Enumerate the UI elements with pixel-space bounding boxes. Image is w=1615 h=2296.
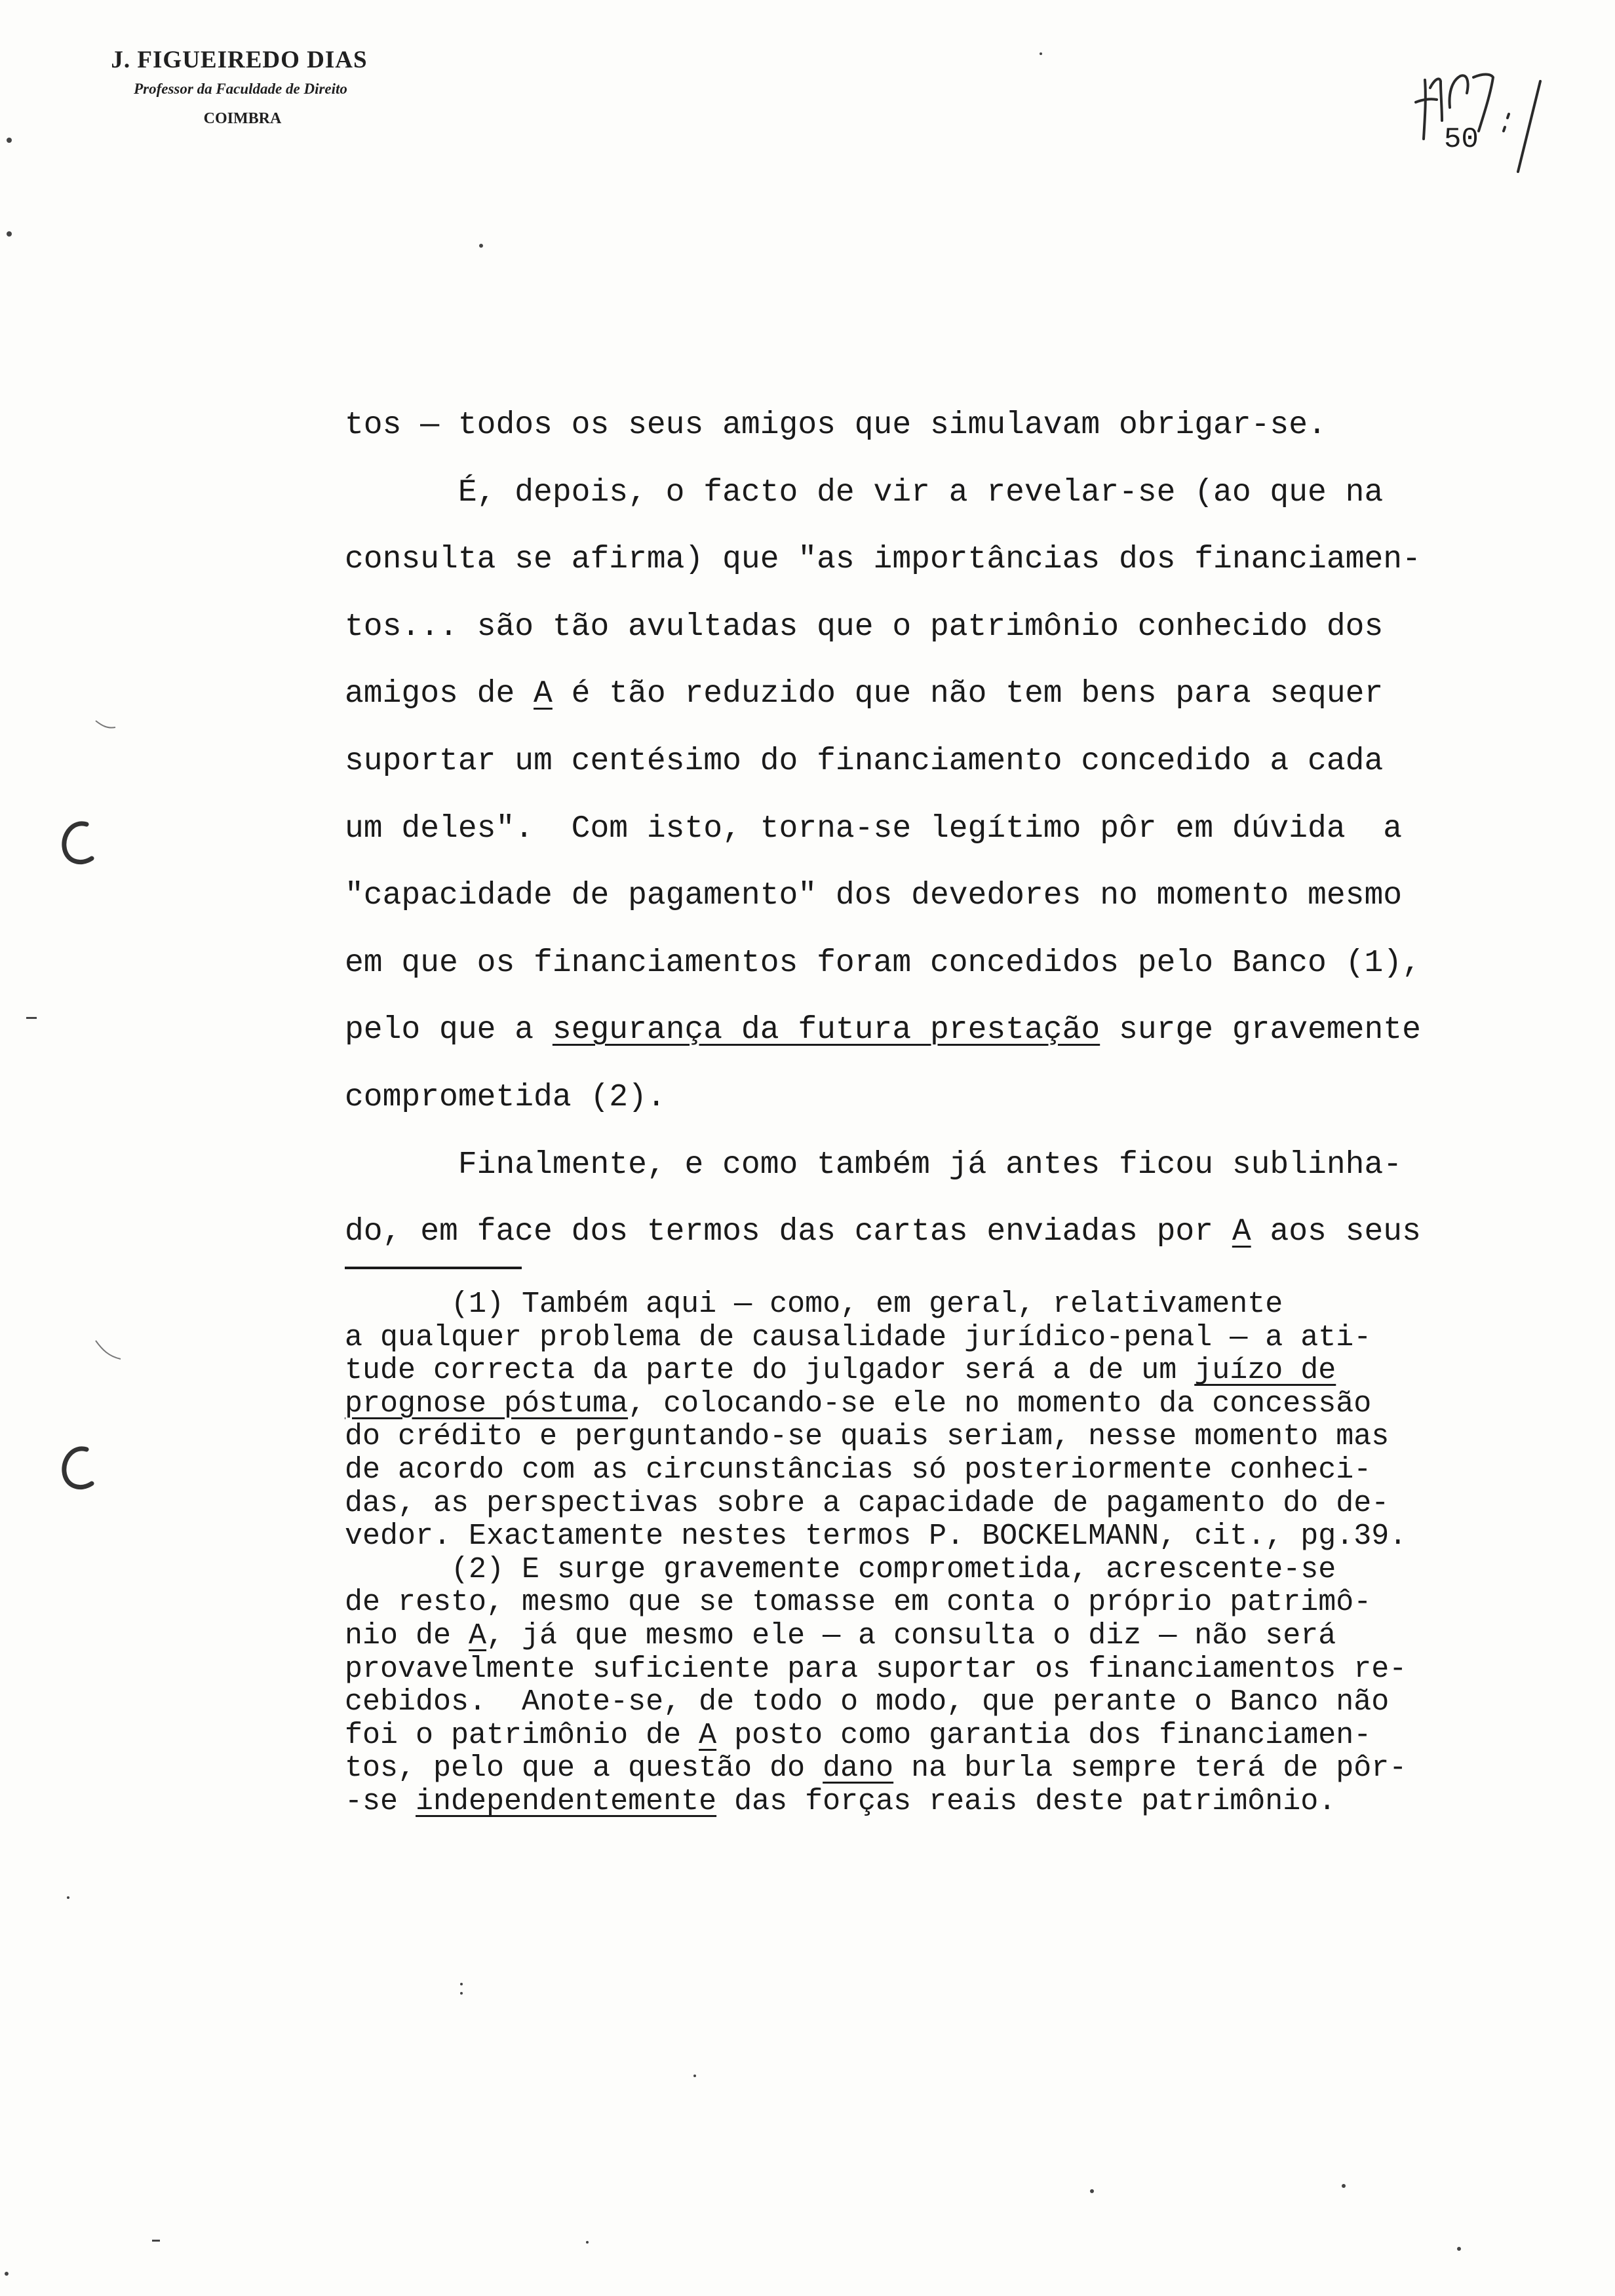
body-line bbox=[345, 392, 1498, 459]
body-line bbox=[345, 660, 1498, 728]
footnote-line bbox=[345, 1487, 1525, 1521]
underlined-text: A bbox=[699, 1718, 717, 1752]
text-segment: provavelmente suficiente para suportar os financiamentos re- bbox=[345, 1652, 1407, 1686]
underlined-text: A bbox=[469, 1618, 487, 1653]
footnote-line bbox=[345, 1686, 1525, 1719]
underlined-text: A bbox=[1232, 1214, 1251, 1250]
text-segment: das forças reais deste patrimônio. bbox=[716, 1784, 1336, 1818]
author-name: J. FIGUEIREDO DIAS bbox=[111, 47, 368, 73]
footnote-line bbox=[345, 1786, 1525, 1819]
footnote-line bbox=[345, 1421, 1525, 1454]
text-segment: surge gravemente bbox=[1100, 1012, 1421, 1048]
text-segment: em que os financiamentos foram concedidos pelo Banco (1), bbox=[345, 945, 1421, 981]
body-line bbox=[345, 728, 1498, 795]
text-segment: tude correcta da parte do julgador será a de um bbox=[345, 1354, 1195, 1388]
text-segment: cebidos. Anote-se, de todo o modo, que perante o Banco não bbox=[345, 1685, 1390, 1719]
text-segment: , já que mesmo ele — a consulta o diz — não será bbox=[486, 1618, 1336, 1653]
text-segment: tos — todos os seus amigos que simulavam obrigar-se. bbox=[345, 408, 1327, 443]
footnotes bbox=[345, 1288, 1525, 1819]
main-text bbox=[345, 392, 1498, 1266]
text-segment: amigos de bbox=[345, 676, 534, 712]
text-segment: (2) E surge gravemente comprometida, acrescente-se bbox=[345, 1552, 1336, 1586]
text-segment: de acordo com as circunstâncias só posteriormente conheci- bbox=[345, 1453, 1372, 1487]
text-segment: foi o patrimônio de bbox=[345, 1718, 699, 1752]
underlined-text: juízo de bbox=[1194, 1354, 1336, 1388]
text-segment: do, em face dos termos das cartas enviadas por bbox=[345, 1214, 1232, 1250]
text-segment: aos seus bbox=[1251, 1214, 1421, 1250]
footnote-line bbox=[345, 1454, 1525, 1487]
footnote-line bbox=[345, 1288, 1525, 1322]
underlined-text: dano bbox=[823, 1751, 894, 1786]
body-line bbox=[345, 1064, 1498, 1132]
footnote-line bbox=[345, 1322, 1525, 1355]
body-line bbox=[345, 1198, 1498, 1266]
underlined-text: A bbox=[534, 676, 553, 712]
punch-hole-mark-upper bbox=[64, 824, 92, 862]
footnote-line bbox=[345, 1620, 1525, 1653]
text-segment: , colocando-se ele no momento da concessão bbox=[628, 1387, 1372, 1421]
handwritten-folio-mark bbox=[1411, 62, 1561, 173]
text-segment: de resto, mesmo que se tomasse em conta o próprio patrimô- bbox=[345, 1586, 1372, 1620]
body-line bbox=[345, 594, 1498, 661]
text-segment: posto como garantia dos financiamen- bbox=[716, 1718, 1372, 1752]
body-line bbox=[345, 526, 1498, 594]
author-title: Professor da Faculdade de Direito bbox=[134, 81, 347, 97]
footnote-line bbox=[345, 1719, 1525, 1753]
footnote-line bbox=[345, 1388, 1525, 1421]
punch-hole-mark-lower bbox=[64, 1449, 92, 1487]
author-city: COIMBRA bbox=[203, 110, 282, 127]
underlined-text: independentemente bbox=[416, 1784, 717, 1818]
letterhead bbox=[98, 45, 406, 135]
body-line bbox=[345, 795, 1498, 863]
text-segment: É, depois, o facto de vir a revelar-se (ao que na bbox=[345, 474, 1384, 510]
footnote-rule bbox=[345, 1267, 522, 1269]
footnote-line bbox=[345, 1586, 1525, 1620]
text-segment: a qualquer problema de causalidade jurídico-penal — a ati- bbox=[345, 1320, 1372, 1354]
text-segment: Finalmente, e como também já antes ficou sublinha- bbox=[345, 1147, 1403, 1183]
text-segment: consulta se afirma) que "as importâncias dos financiamen- bbox=[345, 542, 1421, 578]
footnote-line bbox=[345, 1653, 1525, 1687]
text-segment: (1) Também aqui — como, em geral, relativamente bbox=[345, 1288, 1283, 1321]
page-number: 50 bbox=[1444, 123, 1479, 156]
body-line bbox=[345, 930, 1498, 997]
body-line bbox=[345, 997, 1498, 1064]
text-segment: comprometida (2). bbox=[345, 1079, 666, 1115]
body-line bbox=[345, 459, 1498, 527]
footnote-line bbox=[345, 1752, 1525, 1786]
text-segment: vedor. Exactamente nestes termos P. BOCKELMANN, cit., pg.39. bbox=[345, 1520, 1407, 1554]
text-segment: "capacidade de pagamento" dos devedores no momento mesmo bbox=[345, 878, 1403, 914]
body-line bbox=[345, 1132, 1498, 1199]
text-segment: tos... são tão avultadas que o patrimônio conhecido dos bbox=[345, 609, 1384, 645]
footnote-line bbox=[345, 1354, 1525, 1388]
text-segment: do crédito e perguntando-se quais seriam, nesse momento mas bbox=[345, 1420, 1390, 1454]
text-segment: suportar um centésimo do financiamento concedido a cada bbox=[345, 743, 1384, 779]
footnote-line bbox=[345, 1520, 1525, 1554]
underlined-text: prognose póstuma bbox=[345, 1387, 629, 1421]
text-segment: é tão reduzido que não tem bens para sequer bbox=[552, 676, 1384, 712]
text-segment: -se bbox=[345, 1784, 416, 1818]
text-segment: um deles". Com isto, torna-se legítimo pôr em dúvida a bbox=[345, 811, 1403, 847]
footnote-line bbox=[345, 1554, 1525, 1587]
underlined-text: segurança da futura prestação bbox=[552, 1012, 1100, 1048]
text-segment: na burla sempre terá de pôr- bbox=[893, 1751, 1407, 1786]
text-segment: pelo que a bbox=[345, 1012, 553, 1048]
body-line bbox=[345, 862, 1498, 930]
text-segment: das, as perspectivas sobre a capacidade de pagamento do de- bbox=[345, 1486, 1390, 1520]
text-segment: tos, pelo que a questão do bbox=[345, 1751, 823, 1786]
text-segment: nio de bbox=[345, 1618, 469, 1653]
